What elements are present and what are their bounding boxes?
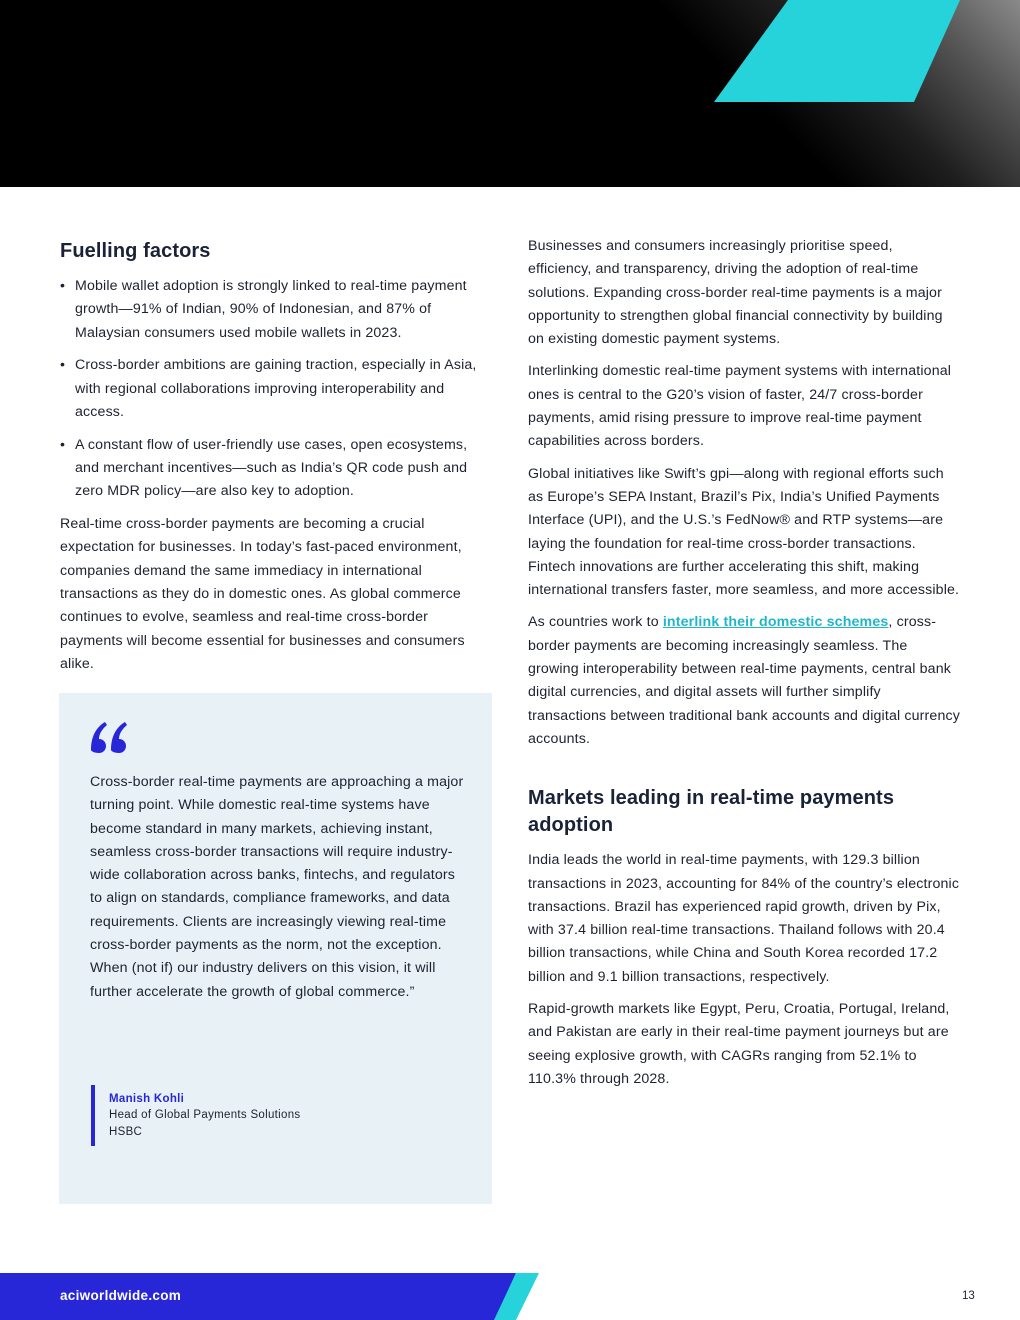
body-paragraph: Real-time cross-border payments are becoming a crucial expectation for businesses. In today’s fast-paced environment, companies demand the same immediacy in international transactions as they do in domestic ones. As global commerce continues to evolve, seamless and real-time cross-border payments will become essential for businesses and consumers alike. bbox=[60, 516, 465, 672]
list-item-text: A constant flow of user-friendly use cases, open ecosystems, and merchant incentives—such as India’s QR code push and zero MDR policy—are also key to adoption. bbox=[75, 436, 468, 500]
right-column bbox=[528, 235, 960, 1100]
bullet-list bbox=[60, 275, 492, 504]
body-paragraph: Rapid-growth markets like Egypt, Peru, Croatia, Portugal, Ireland, and Pakistan are early in their real-time payment journeys but are seeing explosive growth, with CAGRs ranging from 52.1% to 110.3% through 2028. bbox=[528, 1001, 950, 1087]
list-item bbox=[60, 275, 492, 345]
section-heading-markets: Markets leading in real-time payments adoption bbox=[528, 787, 895, 837]
attribution-name: Manish Kohli bbox=[109, 1093, 185, 1105]
paragraph-text: As countries work to bbox=[528, 614, 663, 631]
left-column bbox=[60, 235, 492, 685]
bullet-icon: • bbox=[60, 436, 66, 453]
body-paragraph: India leads the world in real-time payments, with 129.3 billion transactions in 2023, accounting for 84% of the country’s electronic transactions. Brazil has experienced rapid growth, driven by Pix, with 37.4 billion real-time transactions. Thailand follows with 20.4 billion transactions, while China and South Korea recorded 17.2 billion and 9.1 billion transactions, respectively. bbox=[528, 852, 960, 985]
quote-callout bbox=[59, 693, 492, 1204]
list-item-text: Cross-border ambitions are gaining traction, especially in Asia, with regional collaborations improving interoperability and access. bbox=[75, 357, 477, 420]
header-banner bbox=[0, 0, 1020, 187]
attribution-title: Head of Global Payments Solutions bbox=[109, 1109, 301, 1121]
bullet-icon: • bbox=[60, 278, 66, 294]
list-item bbox=[60, 434, 492, 504]
section-heading-fuelling-factors: Fuelling factors bbox=[60, 240, 211, 262]
body-paragraph: Businesses and consumers increasingly prioritise speed, efficiency, and transparency, driving the adoption of real-time solutions. Expanding cross-border real-time payments is a major opportunity to strengthen global financial connectivity by building on existing domestic payment systems. bbox=[528, 238, 943, 348]
quote-attribution bbox=[91, 1085, 300, 1146]
list-item bbox=[60, 354, 492, 424]
quote-mark-icon bbox=[89, 720, 129, 754]
body-paragraph: Interlinking domestic real-time payment systems with international ones is central to the G20’s vision of faster, 24/7 cross-border payments, amid rising pressure to improve real-time payment capabilities across borders. bbox=[528, 363, 952, 450]
footer-website-link[interactable]: aciworldwide.com bbox=[60, 1288, 182, 1303]
body-paragraph-with-link bbox=[528, 611, 960, 751]
paragraph-text: , cross-border payments are becoming increasingly seamless. The growing interoperability between real-time payments, central bank digital currencies, and digital assets will further simplify transactions between traditional bank accounts and digital currency accounts. bbox=[528, 614, 960, 747]
interlink-schemes-link[interactable]: interlink their domestic schemes bbox=[662, 614, 889, 631]
attribution-org: HSBC bbox=[109, 1125, 143, 1138]
body-paragraph: Global initiatives like Swift’s gpi—along with regional efforts such as Europe’s SEPA Instant, Brazil’s Pix, India’s Unified Payments Interface (UPI), and the U.S.’s FedNow® and RTP systems—are laying the foundation for real-time cross-border transactions. Fintech innovations are further accelerating this shift, making international transfers faster, more seamless, and more accessible. bbox=[528, 465, 960, 599]
bullet-icon: • bbox=[60, 357, 66, 374]
quote-text: Cross-border real-time payments are approaching a major turning point. While domestic real-time systems have become standard in many markets, achieving instant, seamless cross-border transactions will require industry-wide collaboration across banks, fintechs, and regulators to align on standards, compliance frameworks, and data requirements. Clients are increasingly viewing real-time cross-border payments as the norm, not the exception. When (not if) our industry delivers on this vision, it will further accelerate the growth of global commerce.” bbox=[90, 774, 464, 1000]
page-number: 13 bbox=[962, 1290, 975, 1302]
list-item-text: Mobile wallet adoption is strongly linked to real-time payment growth—91% of Indian, 90% of Indonesian, and 87% of Malaysian consumers used mobile wallets in 2023. bbox=[75, 278, 467, 341]
